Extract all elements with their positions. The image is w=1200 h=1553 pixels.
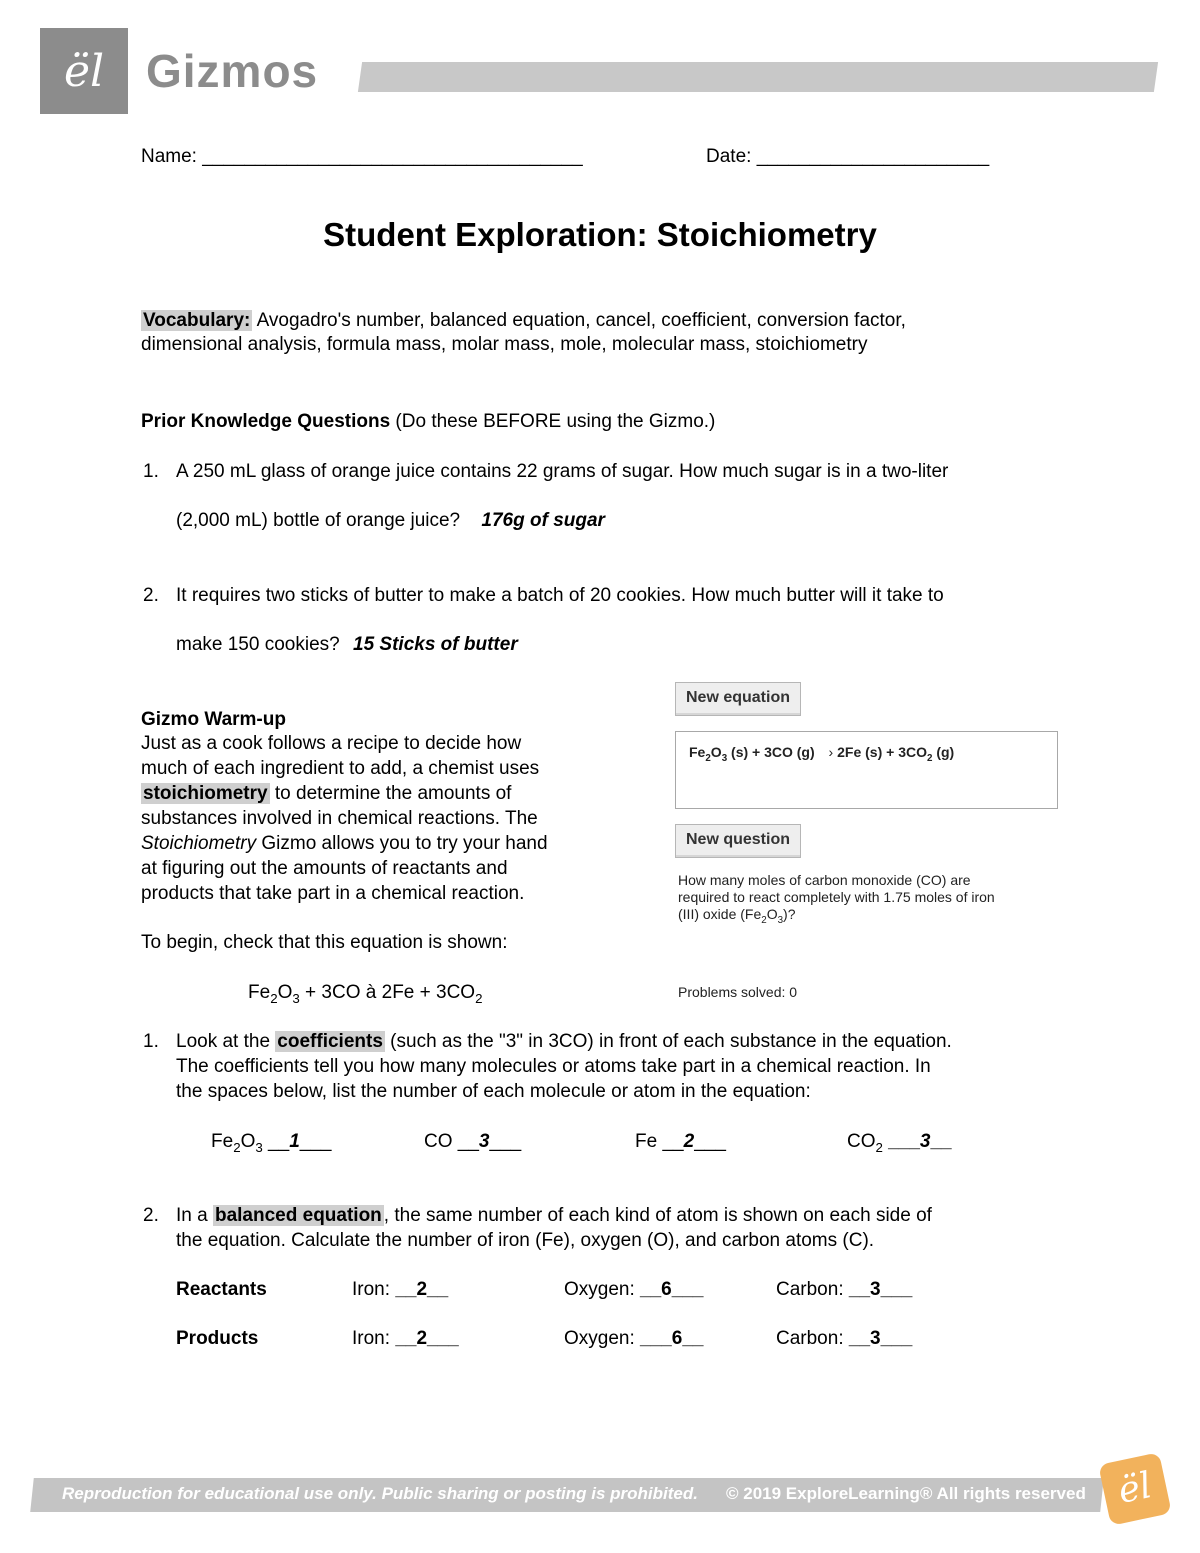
ans-label: O <box>240 1131 256 1152</box>
prior-knowledge-heading <box>141 409 715 434</box>
carbon-value: __3___ <box>848 1328 913 1349</box>
warmup-line-2: much of each ingredient to add, a chemist uses <box>141 758 540 779</box>
g-eq-o: O <box>710 744 722 760</box>
ans-label: CO <box>847 1131 876 1152</box>
prior-heading-text: Prior Knowledge Questions <box>141 411 391 432</box>
warmup-line-5-rest: Gizmo allows you to try your hand <box>256 833 548 854</box>
new-question-button[interactable]: New question <box>675 824 801 858</box>
page-title: Student Exploration: Stoichiometry <box>323 216 877 253</box>
q1-answer-co <box>424 1129 521 1154</box>
q1-line-2: The coefficients tell you how many molecules or atoms take part in a chemical reaction. In <box>176 1056 931 1077</box>
prior-q1-question: (2,000 mL) bottle of orange juice? <box>176 510 461 531</box>
reactants-carbon <box>776 1277 912 1302</box>
q1-answer-fe2o3 <box>211 1129 331 1160</box>
warmup-line-4: substances involved in chemical reactions. The <box>141 808 538 829</box>
prior-q1-answer: 176g of sugar <box>481 510 605 531</box>
ans-label: Fe <box>635 1131 658 1152</box>
prior-q1-text-1: A 250 mL glass of orange juice contains 22 grams of sugar. How much sugar is in a two-liter <box>176 461 949 482</box>
gizmo-question-3 <box>678 906 796 929</box>
q2-number: 2. <box>143 1205 159 1226</box>
q1-answer-co2 <box>847 1129 952 1160</box>
gizmo-question-1: How many moles of carbon monoxide (CO) are <box>678 872 971 888</box>
q1-answer-fe <box>635 1129 726 1154</box>
ans-blank: __ <box>657 1131 684 1152</box>
ans-blank: ___ <box>882 1131 920 1152</box>
q1-line-1 <box>176 1029 952 1054</box>
oxygen-label: Oxygen: <box>564 1279 641 1300</box>
gizmo-question-2: required to react completely with 1.75 moles of iron <box>678 889 995 905</box>
reactants-iron <box>352 1277 448 1302</box>
q2-line-2: the equation. Calculate the number of iron (Fe), oxygen (O), and carbon atoms (C). <box>176 1230 875 1251</box>
ans-blank: __ <box>262 1131 290 1152</box>
g-eq-sub: 2 <box>926 752 933 764</box>
prior-heading-note: (Do these BEFORE using the Gizmo.) <box>390 411 716 432</box>
products-oxygen <box>564 1326 703 1351</box>
q1-pre: Look at the <box>176 1031 276 1052</box>
name-label: Name: <box>141 146 197 167</box>
ans-value: 3 <box>919 1131 931 1152</box>
date-field <box>706 144 989 169</box>
stoichiometry-term: stoichiometry <box>143 783 268 804</box>
vocabulary-line-1 <box>141 308 906 333</box>
warmup-line-3-rest: to determine the amounts of <box>269 783 512 804</box>
gizmo-equation <box>689 744 954 767</box>
ans-blank: ___ <box>489 1131 522 1152</box>
warmup-line-7: products that take part in a chemical reaction. <box>141 883 525 904</box>
prior-q2-answer: 15 Sticks of butter <box>353 634 518 655</box>
vocabulary-text-1: Avogadro's number, balanced equation, cancel, coefficient, conversion factor, <box>252 310 906 331</box>
coefficients-term: coefficients <box>277 1031 383 1052</box>
reactants-oxygen <box>564 1277 703 1302</box>
ans-blank: ___ <box>694 1131 726 1152</box>
gizmos-brand: Gizmos <box>146 45 319 97</box>
ans-value: 2 <box>683 1131 695 1152</box>
footer-copyright: © 2019 ExploreLearning® All rights reserved <box>726 1484 1086 1503</box>
ans-label: CO <box>424 1131 453 1152</box>
eq-sub: 2 <box>475 990 483 1006</box>
g-q-o: O <box>766 906 778 922</box>
reaction-arrow-icon: › <box>828 744 834 760</box>
iron-label: Iron: <box>352 1328 396 1349</box>
carbon-label: Carbon: <box>776 1328 849 1349</box>
eq-sub: 3 <box>292 990 300 1006</box>
reactants-label: Reactants <box>176 1279 267 1300</box>
warmup-line-1: Just as a cook follows a recipe to decide how <box>141 733 522 754</box>
gizmo-name-italic: Stoichiometry <box>141 833 257 854</box>
equation-display <box>675 731 1058 809</box>
oxygen-value: __6___ <box>640 1279 704 1300</box>
balanced-equation-term: balanced equation <box>214 1205 382 1226</box>
footer-disclaimer: Reproduction for educational use only. Public sharing or posting is prohibited. <box>62 1484 698 1503</box>
warmup-line-3 <box>141 781 511 806</box>
q1-number: 1. <box>143 1031 159 1052</box>
products-label: Products <box>176 1328 259 1349</box>
iron-label: Iron: <box>352 1279 396 1300</box>
g-q-sub: 3 <box>777 914 784 926</box>
eq-sub: 2 <box>270 990 278 1006</box>
ans-sub: 2 <box>233 1139 241 1155</box>
ans-blank: __ <box>930 1131 952 1152</box>
prior-q2-question: make 150 cookies? <box>176 634 340 655</box>
g-eq-fe: Fe <box>689 744 706 760</box>
name-line: ____________________________________ <box>202 146 583 167</box>
explorelearning-logo-icon: ël <box>63 46 105 97</box>
eq-o: O <box>277 982 293 1003</box>
q2-post: , the same number of each kind of atom is shown on each side of <box>383 1205 932 1226</box>
warmup-line-5 <box>141 831 548 856</box>
g-q-sub: 2 <box>761 914 767 926</box>
problems-solved: Problems solved: 0 <box>678 984 798 1000</box>
vocabulary-label: Vocabulary: <box>143 310 251 331</box>
q1-post: (such as the "3" in 3CO) in front of each substance in the equation. <box>384 1031 952 1052</box>
prior-q2-text-2 <box>176 632 518 657</box>
g-q-a: (III) oxide (Fe <box>678 906 762 922</box>
ans-sub: 2 <box>875 1139 883 1155</box>
prior-q1-text-2 <box>176 508 605 533</box>
q2-pre: In a <box>176 1205 213 1226</box>
name-field <box>141 144 583 169</box>
oxygen-label: Oxygen: <box>564 1328 641 1349</box>
g-q-b: )? <box>783 906 796 922</box>
products-carbon <box>776 1326 912 1351</box>
ans-blank: ___ <box>299 1131 332 1152</box>
vocabulary-line-2: dimensional analysis, formula mass, molar mass, mole, molecular mass, stoichiometry <box>141 334 868 355</box>
prior-q2-number: 2. <box>143 585 159 606</box>
carbon-label: Carbon: <box>776 1279 849 1300</box>
explorelearning-footer-logo-icon: ël <box>1098 1452 1172 1526</box>
date-line: ______________________ <box>756 146 990 167</box>
carbon-value: __3___ <box>848 1279 913 1300</box>
q1-line-3: the spaces below, list the number of each molecule or atom in the equation: <box>176 1081 811 1102</box>
eq-rest: + 3CO à 2Fe + 3CO <box>299 982 476 1003</box>
products-iron <box>352 1326 459 1351</box>
warmup-begin: To begin, check that this equation is shown: <box>141 932 508 953</box>
new-equation-button[interactable]: New equation <box>675 682 801 716</box>
eq-fe: Fe <box>248 982 271 1003</box>
ans-label: Fe <box>211 1131 234 1152</box>
iron-value: __2___ <box>395 1328 459 1349</box>
g-eq-mid: (s) + 3CO (g) <box>727 744 815 760</box>
ans-blank: __ <box>452 1131 479 1152</box>
warmup-equation <box>248 980 483 1011</box>
ans-sub: 3 <box>255 1139 263 1155</box>
warmup-line-6: at figuring out the amounts of reactants and <box>141 858 508 879</box>
g-eq-end: (g) <box>932 744 955 760</box>
oxygen-value: ___6__ <box>640 1328 704 1349</box>
ans-value: 1 <box>289 1131 300 1152</box>
prior-q2-text-1: It requires two sticks of butter to make a batch of 20 cookies. How much butter will it take to <box>176 585 944 606</box>
g-eq-right: 2Fe (s) + 3CO <box>837 744 927 760</box>
q2-line-1 <box>176 1203 932 1228</box>
warmup-heading: Gizmo Warm-up <box>141 709 286 730</box>
g-eq-sub: 2 <box>705 752 711 764</box>
iron-value: __2__ <box>395 1279 449 1300</box>
prior-q1-number: 1. <box>143 461 159 482</box>
ans-value: 3 <box>478 1131 490 1152</box>
header-bar <box>358 62 1158 92</box>
date-label: Date: <box>706 146 752 167</box>
g-eq-sub: 3 <box>721 752 728 764</box>
